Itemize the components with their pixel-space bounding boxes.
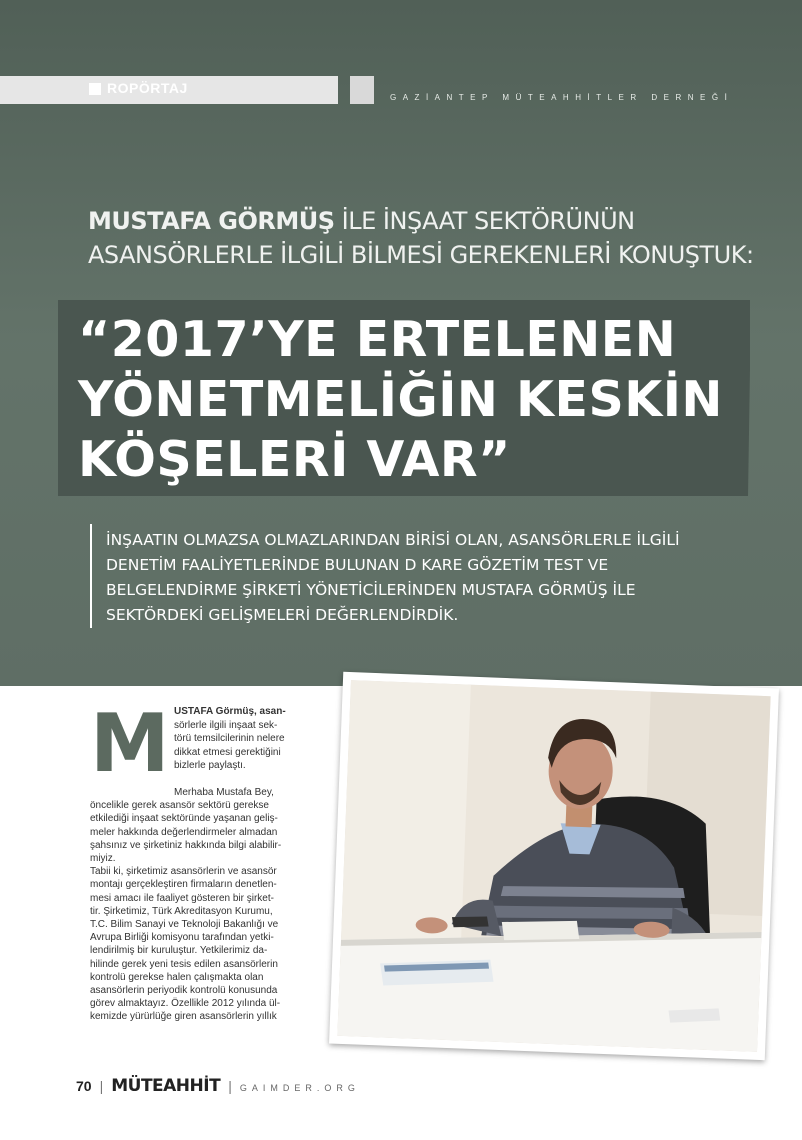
article-line: sörlerle ilgili inşaat sek- — [174, 719, 278, 731]
magazine-name: MÜTEAHHİT — [111, 1076, 221, 1096]
section-label: ROPÖRTAJ — [107, 80, 188, 96]
kicker — [88, 204, 754, 272]
article-line: lendirilmiş bir kuruluştur. Yetkilerimiz da- — [90, 945, 268, 957]
article-line: T.C. Bilim Sanayi ve Teknoloji Bakanlığı ve — [90, 919, 279, 931]
interview-photo-frame — [329, 672, 779, 1060]
section-square-icon — [89, 83, 101, 95]
page-number: 70 — [76, 1078, 92, 1094]
kicker-line-1-rest: İLE İNŞAAT SEKTÖRÜNÜN — [334, 207, 635, 235]
intro-rule — [90, 524, 92, 628]
article-line: USTAFA Görmüş, asan- — [174, 706, 286, 717]
intro-text — [106, 528, 680, 628]
intro-line: BELGELENDİRME ŞİRKETİ YÖNETİCİLERİNDEN MUSTAFA GÖRMÜŞ İLE — [106, 581, 636, 599]
article-line: montajı gerçekleştiren firmaların denetlen- — [90, 879, 277, 891]
association-name: GAZİANTEP MÜTEAHHİTLER DERNEĞİ — [390, 93, 734, 102]
header-block — [350, 76, 374, 104]
interview-photo — [337, 680, 770, 1052]
office-photo-illustration — [337, 680, 770, 1052]
article-line: kontrolü gerekse halen çalışmakta olan — [90, 971, 264, 983]
footer-separator: | — [228, 1078, 232, 1094]
drop-cap: M — [90, 697, 170, 790]
article-opening — [174, 705, 296, 773]
article-line: Tabii ki, şirketimiz asansörlerin ve asansör — [90, 866, 277, 878]
intro-line: DENETİM FAALİYETLERİNDE BULUNAN D KARE GÖZETİM TEST VE — [106, 556, 609, 574]
kicker-name: MUSTAFA GÖRMÜŞ — [88, 207, 335, 235]
kicker-line-1 — [88, 204, 754, 238]
article-line: mesi amacı ile faaliyet gösteren bir şirket- — [90, 892, 274, 904]
article-line: öncelikle gerek asansör sektörü gerekse — [90, 800, 269, 812]
intro-line: İNŞAATIN OLMAZSA OLMAZLARINDAN BİRİSİ OLAN, ASANSÖRLERLE İLGİLİ — [106, 531, 680, 549]
article-line: miyiz. — [90, 853, 116, 865]
article-body — [90, 786, 296, 1024]
article-line: meler hakkında değerlendirmeler almadan — [90, 826, 278, 838]
headline-line: “2017’YE ERTELENEN — [78, 311, 677, 368]
article-line: asansörlerin periyodik kontrolü konusunda — [90, 985, 278, 997]
footer-separator: | — [99, 1078, 104, 1094]
article-line: bizlerle paylaştı. — [174, 760, 246, 771]
article-line: törü temsilcilerinin nelere — [174, 733, 285, 744]
article-line: hilinde gerek yeni tesis edilen asansörlerin — [90, 958, 278, 970]
article-line: tir. Şirketimiz, Türk Akreditasyon Kurumu, — [90, 905, 273, 917]
article-line: kemizde yürürlüğe giren asansörlerin yıllık — [90, 1011, 277, 1023]
kicker-line-2: ASANSÖRLERLE İLGİLİ BİLMESİ GEREKENLERİ KONUŞTUK: — [88, 241, 754, 269]
article-line: Avrupa Birliği komisyonu tarafından yetki- — [90, 932, 274, 944]
article-line: şahsınız ve şirketiniz hakkında bilgi alabilir- — [90, 839, 282, 851]
page-footer — [76, 1076, 360, 1096]
intro-line: SEKTÖRDEKİ GELİŞMELERİ DEĞERLENDİRDİK. — [106, 606, 459, 624]
headline — [78, 310, 723, 490]
website-link[interactable]: GAIMDER.ORG — [239, 1083, 360, 1093]
article-line: görev almaktayız. Özellikle 2012 yılında ül- — [90, 998, 281, 1010]
headline-line: YÖNETMELİĞİN KESKİN — [78, 371, 723, 428]
article-line: etkilediği inşaat sektöründe yaşanan geliş- — [90, 813, 278, 825]
headline-line: KÖŞELERİ VAR” — [78, 431, 511, 488]
article-line: Merhaba Mustafa Bey, — [174, 787, 274, 798]
article-line: dikkat etmesi gerektiğini — [174, 746, 281, 758]
